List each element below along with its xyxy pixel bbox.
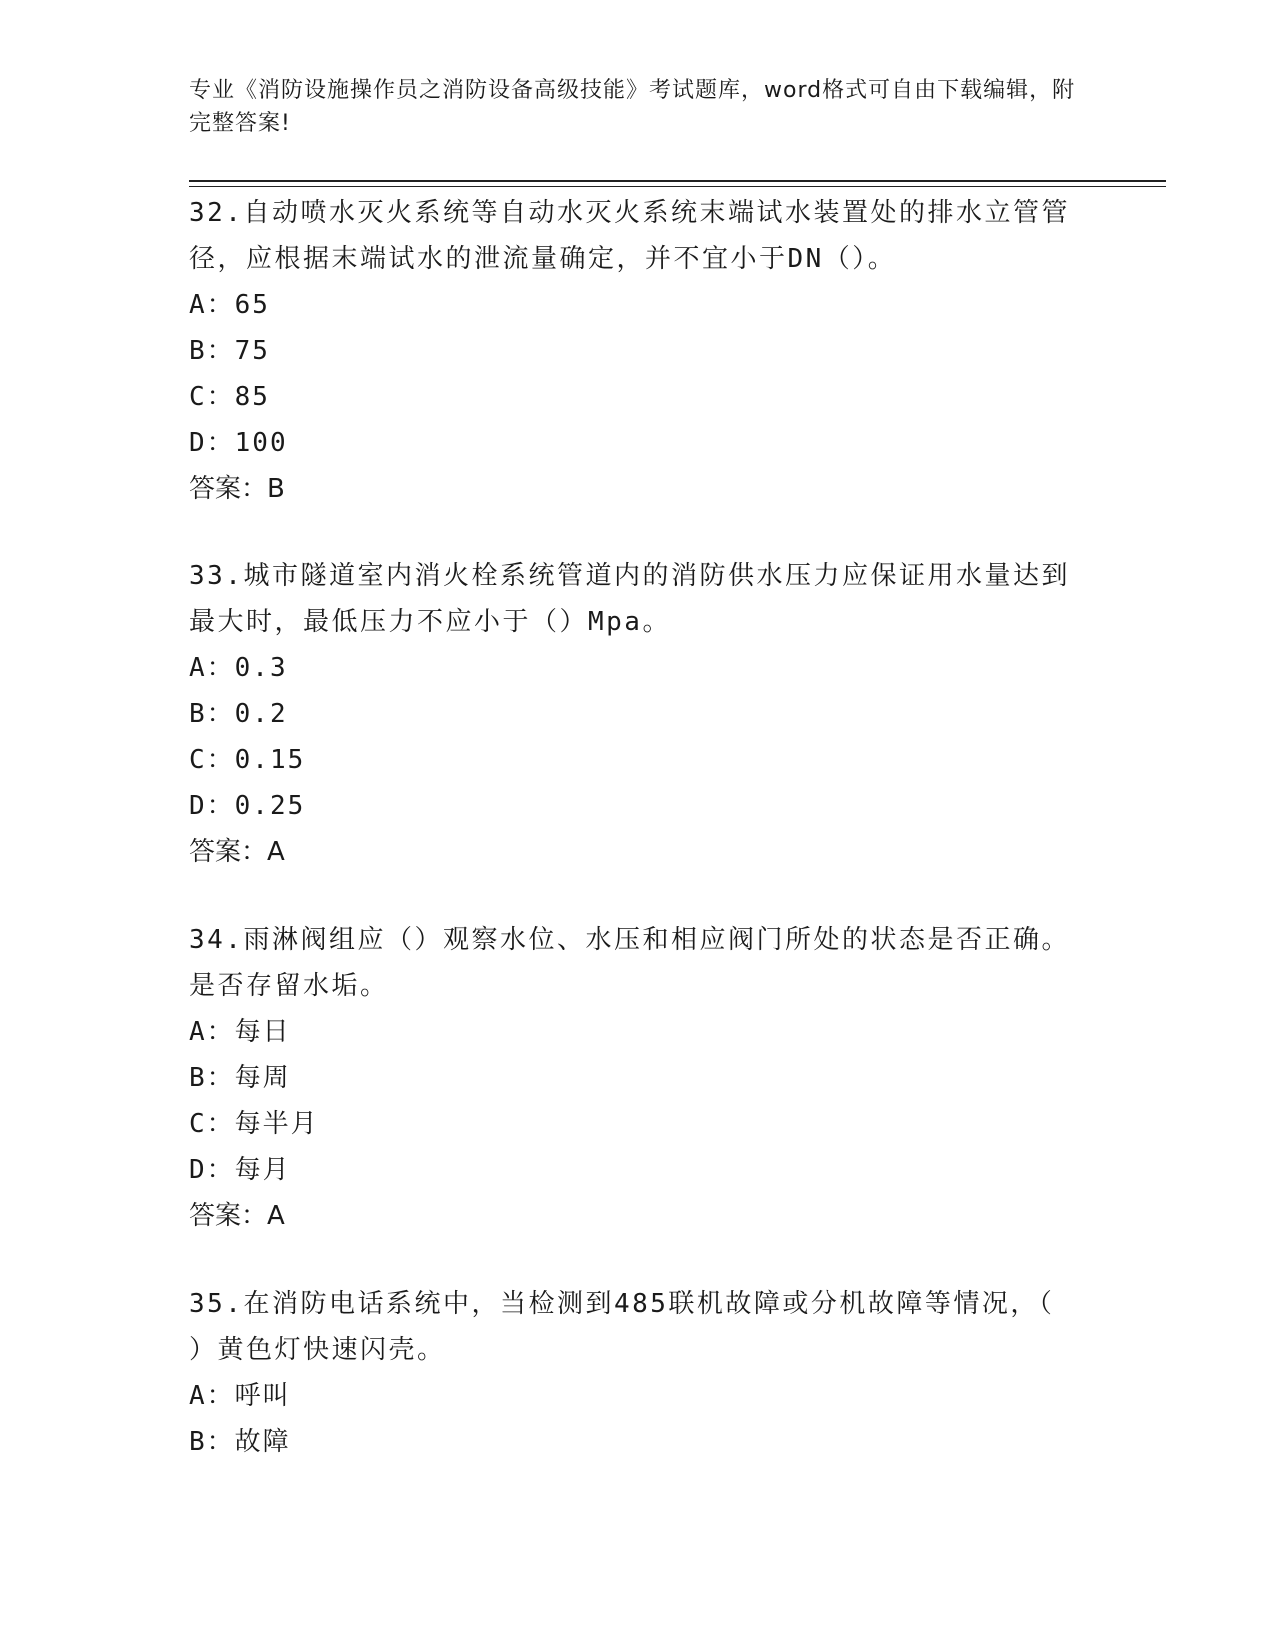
question-34 — [189, 917, 1089, 1239]
option-d: D：每月 — [189, 1155, 291, 1185]
question-stem-line: 32.自动喷水灭火系统等自动水灭火系统末端试水装置处的排水立管管 — [189, 198, 1070, 228]
header-divider-thick — [189, 180, 1166, 182]
question-stem-line: 35.在消防电话系统中，当检测到485联机故障或分机故障等情况，（ — [189, 1289, 1055, 1319]
question-33 — [189, 553, 1089, 875]
option-a: A：65 — [189, 290, 270, 320]
question-35 — [189, 1281, 1089, 1465]
option-c: C：0.15 — [189, 745, 306, 775]
answer: 答案：A — [189, 1201, 285, 1231]
question-stem-line: 径，应根据末端试水的泄流量确定，并不宜小于DN（）。 — [189, 244, 897, 274]
answer: 答案：A — [189, 837, 285, 867]
document-header: 专业《消防设施操作员之消防设备高级技能》考试题库，word格式可自由下载编辑，附完整答案! — [189, 78, 1076, 136]
question-stem-line: ）黄色灯快速闪壳。 — [189, 1335, 446, 1365]
question-stem-line: 33.城市隧道室内消火栓系统管道内的消防供水压力应保证用水量达到 — [189, 561, 1070, 591]
question-stem-line: 最大时，最低压力不应小于（）Mpa。 — [189, 607, 671, 637]
option-d: D：0.25 — [189, 791, 306, 821]
option-b: B：75 — [189, 336, 270, 366]
question-stem-line: 是否存留水垢。 — [189, 971, 389, 1001]
option-b: B：每周 — [189, 1063, 291, 1093]
option-b: B：0.2 — [189, 699, 288, 729]
option-d: D：100 — [189, 428, 288, 458]
option-a: A：0.3 — [189, 653, 288, 683]
option-b: B：故障 — [189, 1427, 291, 1457]
question-stem-line: 34.雨淋阀组应（）观察水位、水压和相应阀门所处的状态是否正确。 — [189, 925, 1070, 955]
option-a: A：每日 — [189, 1017, 291, 1047]
question-32 — [189, 190, 1089, 512]
option-a: A：呼叫 — [189, 1381, 291, 1411]
answer: 答案：B — [189, 474, 285, 504]
option-c: C：85 — [189, 382, 270, 412]
option-c: C：每半月 — [189, 1109, 319, 1139]
header-divider-thin — [189, 186, 1166, 187]
